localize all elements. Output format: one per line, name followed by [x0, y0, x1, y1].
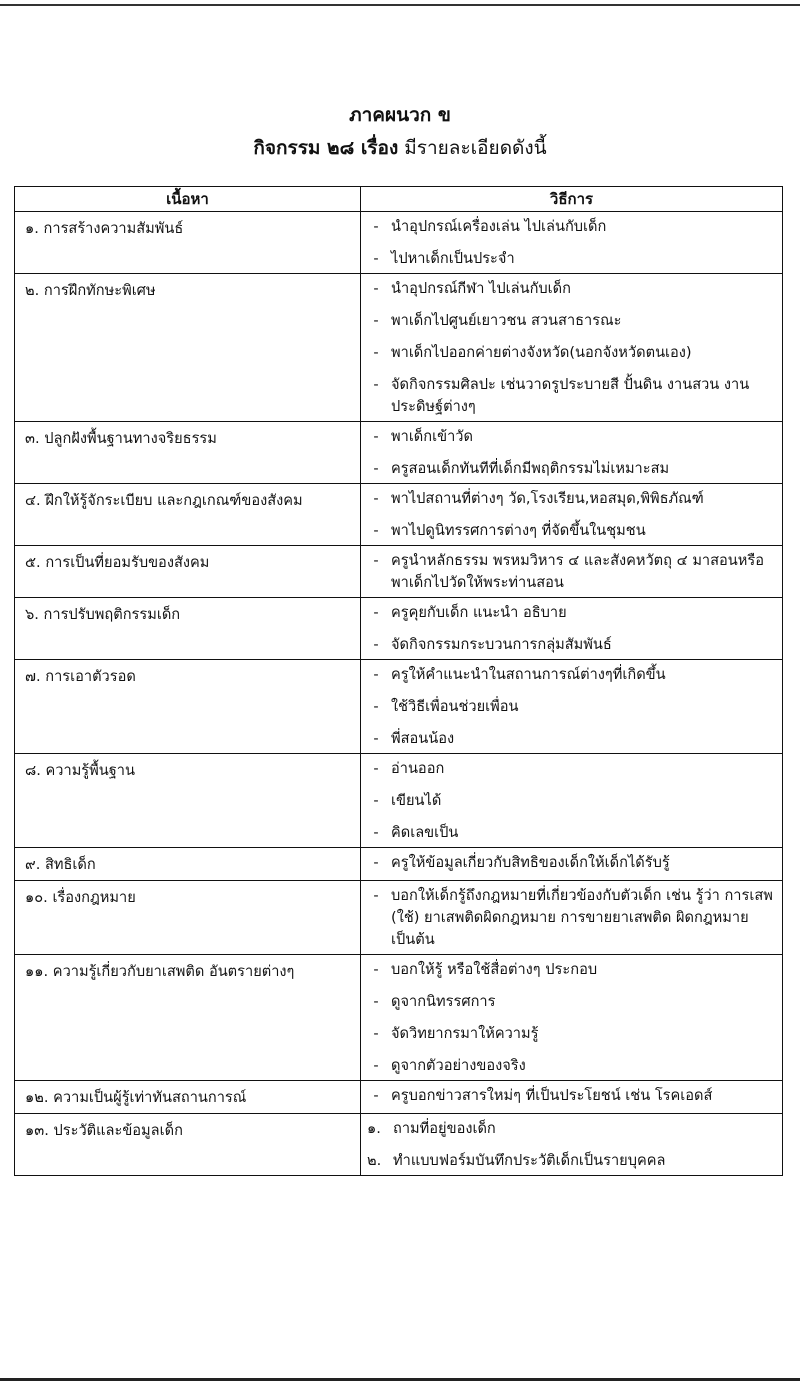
method-item [361, 885, 776, 951]
method-item [361, 1118, 776, 1140]
row-topic: ๘. ความรู้พื้นฐาน [15, 754, 361, 848]
method-text: พาเด็กไปออกค่ายต่างจังหวัด(นอกจังหวัดตนเอง) [391, 344, 692, 361]
row-methods [361, 484, 783, 546]
row-topic: ๒. การฝึกทักษะพิเศษ [15, 274, 361, 422]
subtitle-normal: มีรายละเอียดดังนี้ [398, 137, 547, 159]
row-methods [361, 754, 783, 848]
method-dash: - [373, 824, 379, 841]
method-dash: - [373, 522, 379, 539]
table-row [15, 1081, 783, 1114]
method-dash: - [373, 1025, 379, 1042]
method-text: นำอุปกรณ์เครื่องเล่น ไปเล่นกับเด็ก [391, 218, 607, 235]
method-dash: - [373, 312, 379, 329]
method-item [361, 248, 776, 270]
method-item [361, 374, 776, 418]
row-topic: ๑๐. เรื่องกฎหมาย [15, 881, 361, 955]
method-dash: - [373, 1057, 379, 1074]
method-dash: - [373, 218, 379, 235]
row-methods [361, 274, 783, 422]
row-topic: ๑. การสร้างความสัมพันธ์ [15, 212, 361, 274]
table-row [15, 212, 783, 274]
table-row [15, 422, 783, 484]
row-methods [361, 955, 783, 1081]
method-item [361, 1055, 776, 1077]
table-row [15, 754, 783, 848]
method-dash: - [373, 961, 379, 978]
method-item [361, 852, 776, 874]
method-item [361, 278, 776, 300]
method-text: พี่สอนน้อง [391, 730, 455, 747]
method-text: เขียนได้ [391, 792, 442, 809]
method-text: คิดเลขเป็น [391, 824, 459, 841]
table-row [15, 848, 783, 881]
method-item [361, 1023, 776, 1045]
row-topic: ๔. ฝึกให้รู้จักระเบียบ และกฎเกณฑ์ของสังคม [15, 484, 361, 546]
method-item [361, 1085, 776, 1107]
row-methods [361, 881, 783, 955]
method-text: ทำแบบฟอร์มบันทึกประวัติเด็กเป็นรายบุคคล [393, 1152, 666, 1169]
method-dash: - [373, 887, 379, 904]
row-methods [361, 212, 783, 274]
method-text: พาไปดูนิทรรศการต่างๆ ที่จัดขึ้นในชุมชน [391, 522, 646, 539]
row-methods [361, 1114, 783, 1176]
table-row [15, 1114, 783, 1176]
table-row [15, 955, 783, 1081]
row-topic: ๗. การเอาตัวรอด [15, 660, 361, 754]
method-text: พาเด็กเข้าวัด [391, 428, 473, 445]
method-item [361, 664, 776, 686]
row-topic: ๕. การเป็นที่ยอมรับของสังคม [15, 546, 361, 598]
method-text: ถามที่อยู่ของเด็ก [393, 1120, 496, 1137]
method-number: ๑. [367, 1120, 381, 1137]
method-item [361, 1150, 776, 1172]
table-row [15, 660, 783, 754]
method-item [361, 458, 776, 480]
row-methods [361, 422, 783, 484]
method-item [361, 602, 776, 624]
row-topic: ๑๒. ความเป็นผู้รู้เท่าทันสถานการณ์ [15, 1081, 361, 1114]
row-topic: ๑๓. ประวัติและข้อมูลเด็ก [15, 1114, 361, 1176]
method-dash: - [373, 730, 379, 747]
method-item [361, 696, 776, 718]
method-dash: - [373, 428, 379, 445]
method-item [361, 959, 776, 981]
method-dash: - [373, 604, 379, 621]
method-item [361, 550, 776, 594]
method-text: บอกให้รู้ หรือใช้สื่อต่างๆ ประกอบ [391, 961, 598, 978]
method-dash: - [373, 250, 379, 267]
method-text: พาไปสถานที่ต่างๆ วัด,โรงเรียน,หอสมุด,พิพิธภัณฑ์ [391, 490, 704, 507]
method-text: ดูจากนิทรรศการ [391, 993, 496, 1010]
method-text: ครูบอกข่าวสารใหม่ๆ ที่เป็นประโยชน์ เช่น โรคเอดส์ [391, 1087, 713, 1104]
method-text: ครูสอนเด็กทันทีที่เด็กมีพฤติกรรมไม่เหมาะสม [391, 460, 670, 477]
method-item [361, 216, 776, 238]
method-dash: - [373, 490, 379, 507]
table-row [15, 274, 783, 422]
method-text: จัดกิจกรรมศิลปะ เช่นวาดรูประบายสี ปั้นดิน งานสวน งานประดิษฐ์ต่างๆ [391, 376, 750, 415]
method-item [361, 634, 776, 656]
method-text: ใช้วิธีเพื่อนช่วยเพื่อน [391, 698, 519, 715]
method-dash: - [373, 698, 379, 715]
table-header-row [15, 187, 783, 212]
method-text: นำอุปกรณ์กีฬา ไปเล่นกับเด็ก [391, 280, 571, 297]
method-text: ครูให้คำแนะนำในสถานการณ์ต่างๆที่เกิดขึ้น [391, 666, 666, 683]
activity-table [14, 186, 783, 1176]
method-text: ครูให้ข้อมูลเกี่ยวกับสิทธิของเด็กให้เด็กได้รับรู้ [391, 854, 670, 871]
method-item [361, 822, 776, 844]
method-text: บอกให้เด็กรู้ถึงกฎหมายที่เกี่ยวข้องกับตัวเด็ก เช่น รู้ว่า การเสพ (ใช้) ยาเสพติดผิดกฎหมาย การขายยาเสพติด ผิดกฎหมาย เป็นต้น [391, 887, 773, 948]
method-item [361, 310, 776, 332]
page-title: ภาคผนวก ข [349, 104, 451, 126]
header-method: วิธีการ [361, 187, 783, 212]
method-dash: - [373, 376, 379, 393]
row-methods [361, 848, 783, 881]
row-methods [361, 1081, 783, 1114]
method-dash: - [373, 636, 379, 653]
row-topic: ๙. สิทธิเด็ก [15, 848, 361, 881]
scan-border-bottom [0, 1378, 800, 1381]
table-body [15, 212, 783, 1176]
row-methods [361, 546, 783, 598]
scan-border-top [0, 4, 800, 6]
method-text: ครูนำหลักธรรม พรหมวิหาร ๔ และสังคหวัตถุ ๔ มาสอนหรือพาเด็กไปวัดให้พระท่านสอน [391, 552, 765, 591]
method-text: จัดวิทยากรมาให้ความรู้ [391, 1025, 539, 1042]
method-item [361, 728, 776, 750]
subtitle-bold: กิจกรรม ๒๘ เรื่อง [253, 137, 399, 159]
method-text: ไปหาเด็กเป็นประจำ [391, 250, 515, 267]
method-number: ๒. [367, 1152, 382, 1169]
method-dash: - [373, 344, 379, 361]
table-row [15, 598, 783, 660]
method-dash: - [373, 666, 379, 683]
method-text: ครูคุยกับเด็ก แนะนำ อธิบาย [391, 604, 567, 621]
page-subtitle [0, 133, 800, 163]
method-dash: - [373, 1087, 379, 1104]
method-text: พาเด็กไปศูนย์เยาวชน สวนสาธารณะ [391, 312, 622, 329]
method-dash: - [373, 552, 379, 569]
row-topic: ๖. การปรับพฤติกรรมเด็ก [15, 598, 361, 660]
header-content: เนื้อหา [15, 187, 361, 212]
method-dash: - [373, 792, 379, 809]
row-topic: ๓. ปลูกฝังพื้นฐานทางจริยธรรม [15, 422, 361, 484]
table-row [15, 484, 783, 546]
method-dash: - [373, 993, 379, 1010]
method-item [361, 520, 776, 542]
method-text: อ่านออก [391, 760, 445, 777]
table-row [15, 546, 783, 598]
method-item [361, 426, 776, 448]
method-text: จัดกิจกรรมกระบวนการกลุ่มสัมพันธ์ [391, 636, 612, 653]
method-text: ดูจากตัวอย่างของจริง [391, 1057, 526, 1074]
method-item [361, 790, 776, 812]
table-row [15, 881, 783, 955]
method-dash: - [373, 854, 379, 871]
method-item [361, 758, 776, 780]
method-dash: - [373, 280, 379, 297]
method-dash: - [373, 760, 379, 777]
method-item [361, 342, 776, 364]
method-item [361, 991, 776, 1013]
row-topic: ๑๑. ความรู้เกี่ยวกับยาเสพติด อันตรายต่างๆ [15, 955, 361, 1081]
row-methods [361, 660, 783, 754]
row-methods [361, 598, 783, 660]
method-dash: - [373, 460, 379, 477]
method-item [361, 488, 776, 510]
